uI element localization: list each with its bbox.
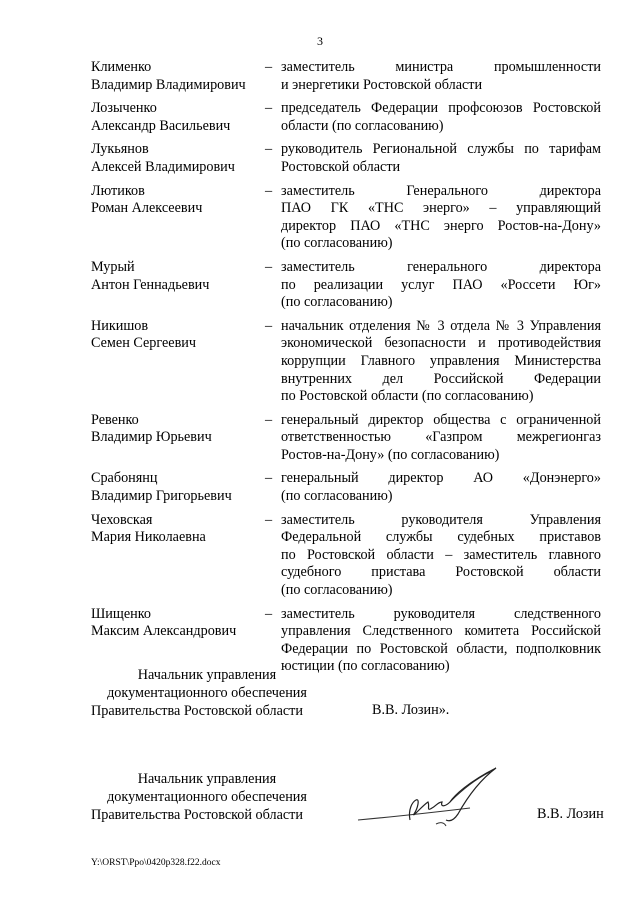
signature-title-line: Начальник управления [137, 771, 277, 787]
member-role-line: по реализации услуг ПАО «Россети Юг» [281, 276, 601, 293]
member-role [281, 412, 601, 465]
file-path: Y:\ORST\Ppo\0420p328.f22.docx [91, 858, 221, 868]
member-role-line: заместитель руководителя Управления [281, 511, 601, 528]
member-role-line: ответственностью «Газпром межрегионгаз [281, 429, 601, 446]
member-row [91, 412, 611, 465]
member-role-line: (по согласованию) [281, 294, 393, 311]
member-dash: – [265, 100, 273, 117]
member-name [91, 512, 266, 547]
member-role-line: (по согласованию) [281, 582, 393, 599]
member-role [281, 318, 601, 406]
member-dash: – [265, 605, 273, 622]
member-role [281, 259, 601, 312]
member-name [91, 59, 266, 94]
member-role-line: руководитель Региональной службы по тарифам [281, 141, 601, 158]
member-name [91, 412, 266, 447]
signature-title-line: Начальник управления [137, 667, 277, 683]
page-number: 3 [317, 34, 323, 48]
member-role [281, 606, 601, 676]
member-role-line: экономической безопасности и противодействия [281, 335, 601, 352]
member-role-line: начальник отделения № 3 отдела № 3 Управления [281, 317, 601, 334]
member-dash: – [265, 317, 273, 334]
member-dash: – [265, 258, 273, 275]
signature-title-line: Правительства Ростовской области [91, 807, 303, 823]
member-role-line: судебного пристава Ростовской области [281, 564, 601, 581]
member-role-line: Ростовской области [281, 158, 401, 175]
member-role-line: внутренних дел Российской Федерации [281, 370, 601, 387]
signature-title-line: документационного обеспечения [107, 789, 307, 805]
member-role-line: генеральный директор общества с ограниченной [281, 411, 601, 428]
member-row [91, 59, 611, 94]
member-role [281, 59, 601, 94]
handwritten-signature-icon [350, 762, 500, 832]
member-row [91, 183, 611, 253]
signature-block-1 [91, 666, 323, 720]
member-name-line: Шищенко [91, 605, 151, 622]
member-role-line: коррупции Главного управления Министерства [281, 352, 601, 369]
member-dash: – [265, 182, 273, 199]
member-role-line: (по согласованию) [281, 488, 393, 505]
member-name-line: Владимир Юрьевич [91, 429, 212, 446]
member-role-line: Ростов-на-Дону» (по согласованию) [281, 446, 500, 463]
member-name-line: Антон Геннадьевич [91, 276, 210, 293]
member-role-line: заместитель генерального директора [281, 258, 601, 275]
member-role-line: заместитель министра промышленности [281, 59, 601, 75]
member-dash: – [265, 411, 273, 428]
member-role-line: председатель Федерации профсоюзов Ростовской [281, 100, 601, 117]
member-role-line: генеральный директор АО «Донэнерго» [281, 470, 601, 487]
member-role-line: заместитель руководителя следственного [281, 605, 601, 622]
member-name-line: Алексей Владимирович [91, 158, 235, 175]
member-row [91, 512, 611, 600]
member-row [91, 470, 611, 505]
member-name-line: Лозыченко [91, 100, 157, 117]
member-name-line: Срабонянц [91, 470, 158, 487]
member-name [91, 259, 266, 294]
member-name-line: Мурый [91, 258, 135, 275]
member-name-line: Мария Николаевна [91, 529, 206, 546]
member-name-line: Роман Алексеевич [91, 200, 203, 217]
member-name-line: Клименко [91, 59, 152, 75]
member-name-line: Максим Александрович [91, 623, 237, 640]
member-dash: – [265, 59, 273, 75]
member-role-line: по Ростовской области (по согласованию) [281, 388, 534, 405]
member-name-line: Чеховская [91, 511, 153, 528]
member-name-line: Семен Сергеевич [91, 335, 197, 352]
member-name-line: Ревенко [91, 411, 139, 428]
member-role-line: управления Следственного комитета Российской [281, 623, 601, 640]
signature-block-2 [91, 770, 323, 824]
member-role-line: (по согласованию) [281, 235, 393, 252]
member-name [91, 606, 266, 641]
member-role [281, 183, 601, 253]
member-dash: – [265, 511, 273, 528]
member-role-line: и энергетики Ростовской области [281, 76, 483, 93]
member-role-line: области (по согласованию) [281, 117, 444, 134]
commission-member-list [91, 59, 611, 676]
member-role [281, 470, 601, 505]
member-name-line: Владимир Владимирович [91, 76, 246, 93]
member-name [91, 470, 266, 505]
member-name-line: Лютиков [91, 182, 145, 199]
member-role [281, 141, 601, 176]
member-role [281, 512, 601, 600]
member-row [91, 259, 611, 312]
member-name [91, 183, 266, 218]
member-role-line: по Ростовской области – заместитель главного [281, 546, 601, 563]
member-name-line: Владимир Григорьевич [91, 488, 232, 505]
member-row [91, 141, 611, 176]
member-name-line: Лукьянов [91, 141, 149, 158]
signatory-name: В.В. Лозин [537, 806, 604, 822]
member-role-line: Федеральной службы судебных приставов [281, 529, 601, 546]
signatory-name: В.В. Лозин». [372, 702, 450, 718]
member-name [91, 100, 266, 135]
member-role-line: ПАО ГК «ТНС энерго» – управляющий [281, 200, 601, 217]
member-role-line: заместитель Генерального директора [281, 182, 601, 199]
member-role-line: директор ПАО «ТНС энерго Ростов-на-Дону» [281, 217, 601, 234]
member-row [91, 100, 611, 135]
member-row [91, 318, 611, 406]
member-role-line: юстиции (по согласованию) [281, 658, 450, 675]
member-name [91, 318, 266, 353]
member-name-line: Александр Васильевич [91, 117, 231, 134]
member-dash: – [265, 470, 273, 487]
member-role [281, 100, 601, 135]
signature-title-line: документационного обеспечения [107, 685, 307, 701]
signature-title-line: Правительства Ростовской области [91, 703, 303, 719]
member-name-line: Никишов [91, 317, 149, 334]
member-dash: – [265, 141, 273, 158]
member-name [91, 141, 266, 176]
member-role-line: Федерации по Ростовской области, подполковник [281, 640, 601, 657]
